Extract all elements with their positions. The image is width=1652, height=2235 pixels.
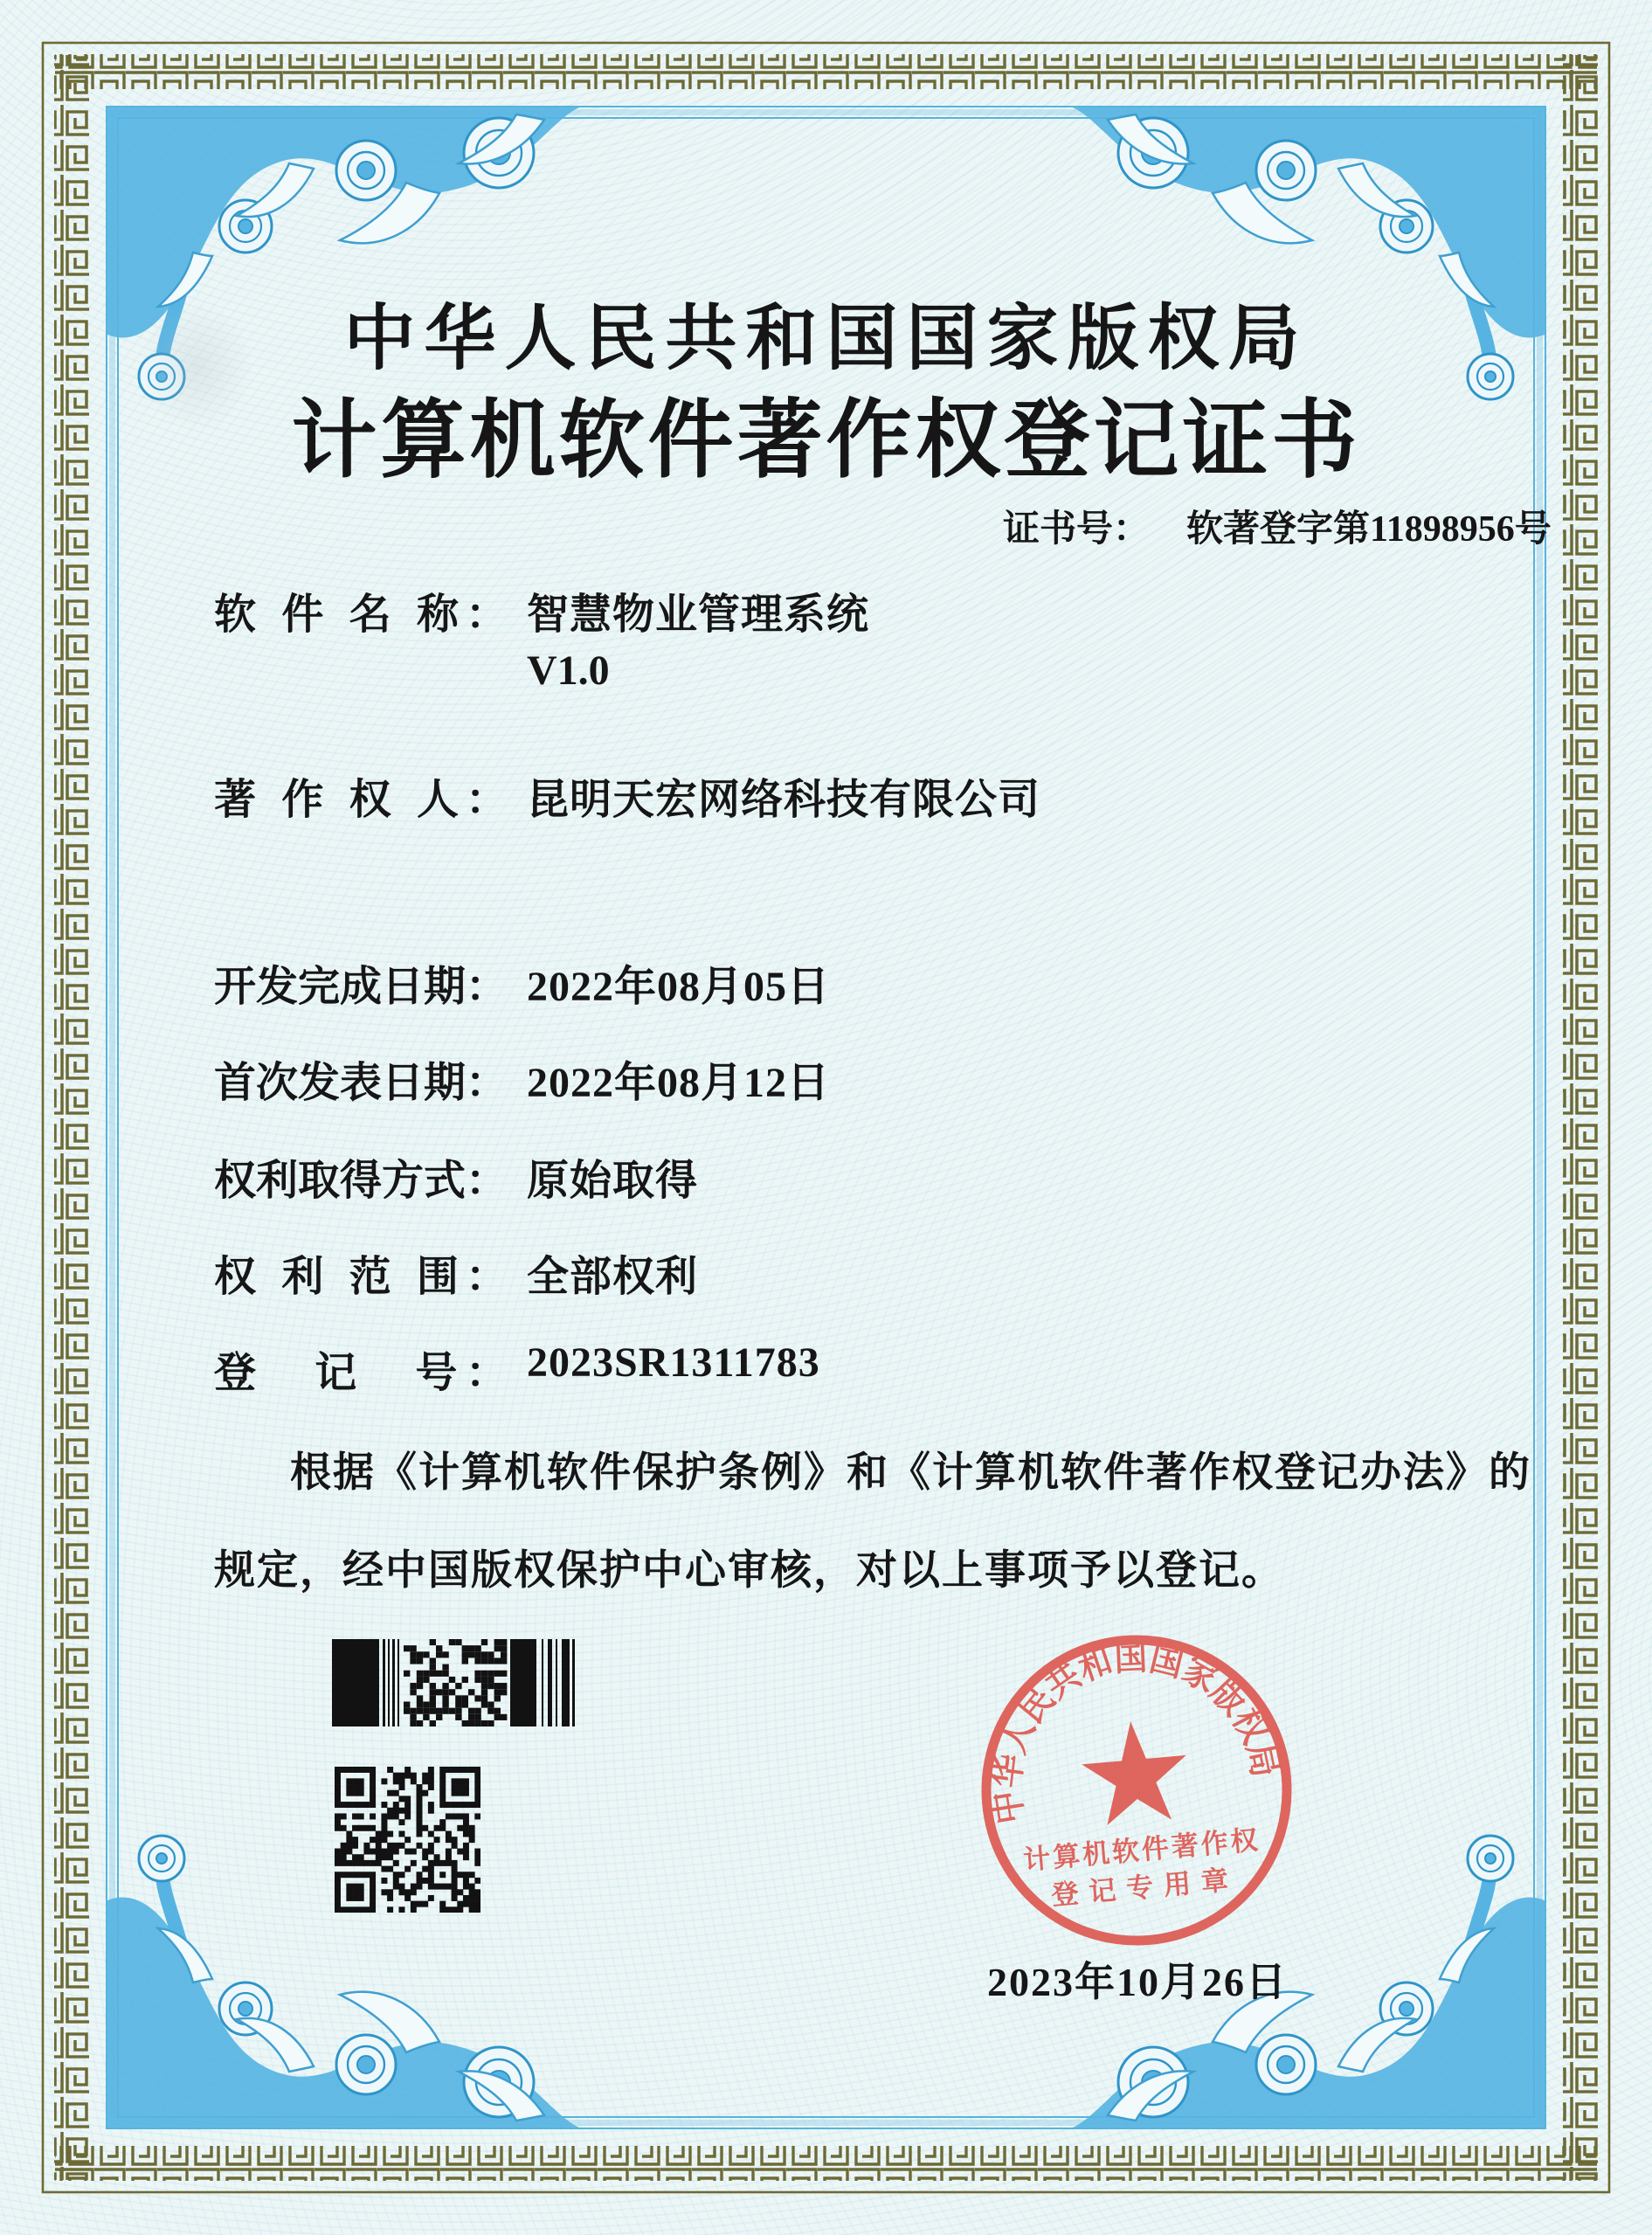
field-row-registration-number: [214, 1339, 820, 1399]
field-row-first-publish-date: [214, 1048, 830, 1109]
seal-caption-line2: 登记专用章: [1050, 1864, 1241, 1911]
seal-caption-line1: 计算机软件著作权: [1021, 1823, 1261, 1876]
field-row-rights-scope: [214, 1242, 698, 1303]
registration-statement-line1: 根据《计算机软件保护条例》和《计算机软件著作权登记办法》的: [290, 1450, 1531, 1496]
field-row-rights-acquisition: [214, 1146, 698, 1207]
registration-statement-line2: 规定，经中国版权保护中心审核，对以上事项予以登记。: [214, 1548, 1284, 1594]
field-value: 原始取得: [527, 1158, 699, 1204]
certificate-number: [1003, 500, 1552, 552]
field-value: 2022年08月12日: [527, 1060, 831, 1106]
field-label: 权利取得方式：: [214, 1158, 508, 1204]
official-seal: [970, 1623, 1303, 1957]
field-label: 软 件 名 称：: [214, 592, 508, 638]
field-row-copyright-owner: [214, 765, 1040, 826]
field-value: 2022年08月05日: [527, 964, 831, 1010]
field-label: 权 利 范 围：: [214, 1254, 508, 1300]
field-label: 著 作 权 人：: [214, 777, 508, 823]
authority-title: 中华人民共和国国家版权局: [343, 299, 1309, 378]
field-value: 昆明天宏网络科技有限公司: [527, 777, 1041, 823]
certificate-title: 计算机软件著作权登记证书: [291, 394, 1361, 488]
seal-ring-text: 中华人民共和国国家版权局: [985, 1636, 1287, 1827]
field-row-software-name: [214, 580, 869, 640]
qr-code: [335, 1767, 480, 1913]
field-label: 登 记 号：: [214, 1350, 508, 1396]
barcode: [332, 1639, 577, 1726]
field-value: 2023SR1311783: [527, 1339, 820, 1386]
certificate-number-label: 证书号：: [1003, 509, 1151, 550]
field-label: 首次发表日期：: [214, 1060, 508, 1106]
field-value: 全部权利: [527, 1254, 699, 1300]
field-label: 开发完成日期：: [214, 964, 508, 1010]
field-value: 智慧物业管理系统: [527, 592, 870, 638]
seal-star-icon: [1078, 1717, 1192, 1827]
software-version: V1.0: [527, 647, 610, 694]
field-row-dev-complete-date: [214, 952, 830, 1013]
certificate-number-value: 软著登字第11898956号: [1186, 509, 1552, 550]
issue-date: 2023年10月26日: [987, 1960, 1288, 2004]
